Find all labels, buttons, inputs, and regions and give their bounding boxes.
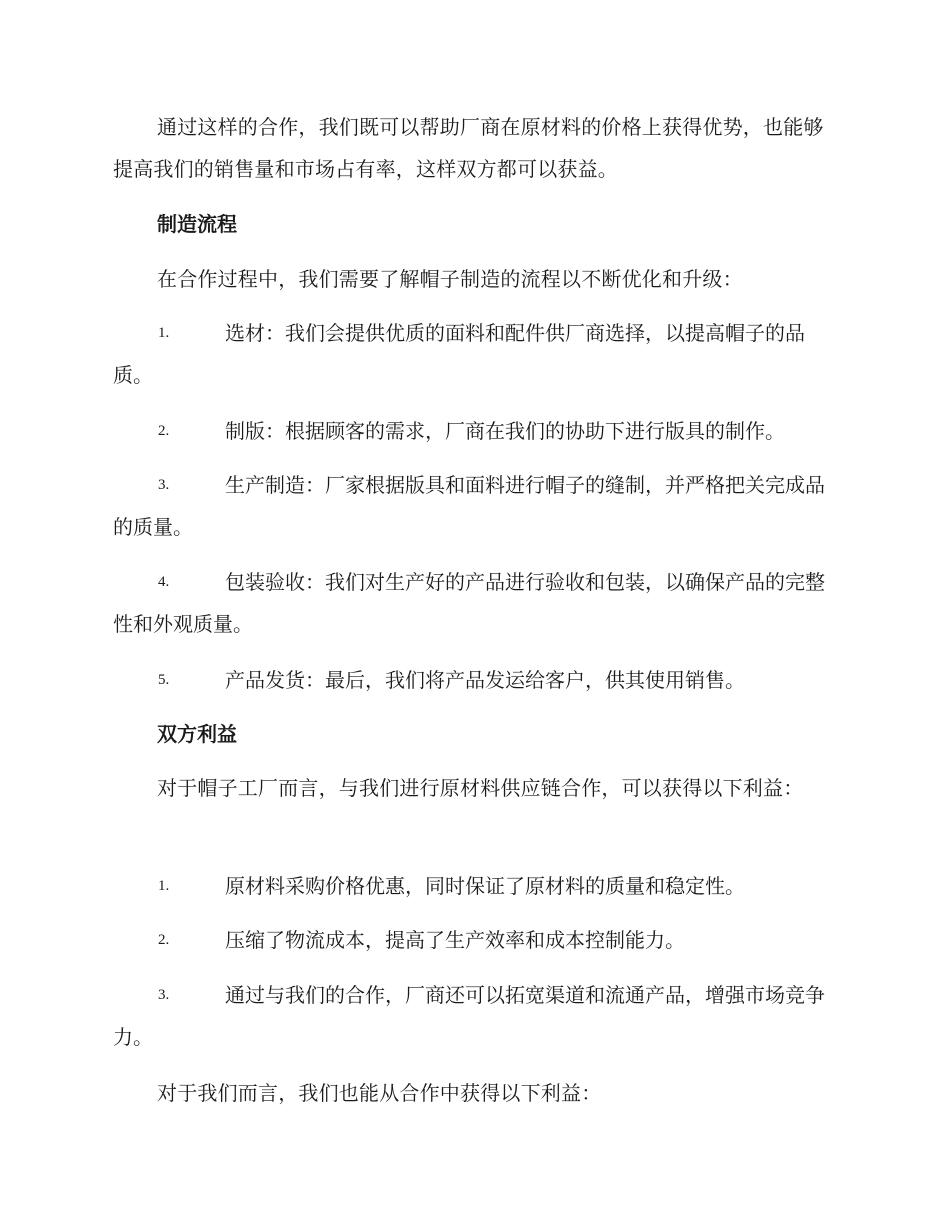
list-text: 选材：我们会提供优质的面料和配件供厂商选择，以提高帽子的品质。 — [113, 321, 805, 387]
list-text: 通过与我们的合作，厂商还可以拓宽渠道和流通产品，增强市场竞争力。 — [113, 983, 825, 1049]
heading-benefits: 双方利益 — [157, 722, 237, 746]
list-item — [113, 464, 838, 548]
benefits-intro-paragraph: 对于帽子工厂而言，与我们进行原材料供应链合作，可以获得以下利益： — [157, 776, 804, 800]
list-text: 产品发货：最后，我们将产品发运给客户，供其使用销售。 — [225, 668, 745, 692]
list-number: 2. — [158, 423, 170, 439]
list-item — [113, 865, 838, 907]
list-item — [113, 659, 838, 701]
process-intro-paragraph: 在合作过程中，我们需要了解帽子制造的流程以不断优化和升级： — [157, 267, 743, 291]
list-text: 原材料采购价格优惠，同时保证了原材料的质量和稳定性。 — [225, 874, 745, 898]
list-item — [113, 410, 838, 452]
intro-paragraph: 通过这样的合作，我们既可以帮助厂商在原材料的价格上获得优势，也能够提高我们的销售量和市场占有率，这样双方都可以获益。 — [113, 115, 824, 181]
list-item — [113, 974, 838, 1058]
list-number: 3. — [158, 477, 170, 493]
list-text: 制版：根据顾客的需求，厂商在我们的协助下进行版具的制作。 — [225, 419, 785, 443]
list-number: 1. — [158, 325, 170, 341]
list-text: 压缩了物流成本，提高了生产效率和成本控制能力。 — [225, 928, 685, 952]
list-number: 4. — [158, 574, 170, 590]
list-text: 包装验收：我们对生产好的产品进行验收和包装，以确保产品的完整性和外观质量。 — [113, 570, 825, 636]
us-benefits-intro-paragraph: 对于我们而言，我们也能从合作中获得以下利益： — [157, 1081, 602, 1105]
list-number: 1. — [158, 878, 170, 894]
list-item — [113, 919, 838, 961]
heading-process: 制造流程 — [157, 212, 237, 236]
list-number: 3. — [158, 987, 170, 1003]
list-text: 生产制造：厂家根据版具和面料进行帽子的缝制，并严格把关完成品的质量。 — [113, 473, 825, 539]
list-item — [113, 312, 838, 396]
list-item — [113, 561, 838, 645]
list-number: 2. — [158, 932, 170, 948]
list-number: 5. — [158, 672, 170, 688]
